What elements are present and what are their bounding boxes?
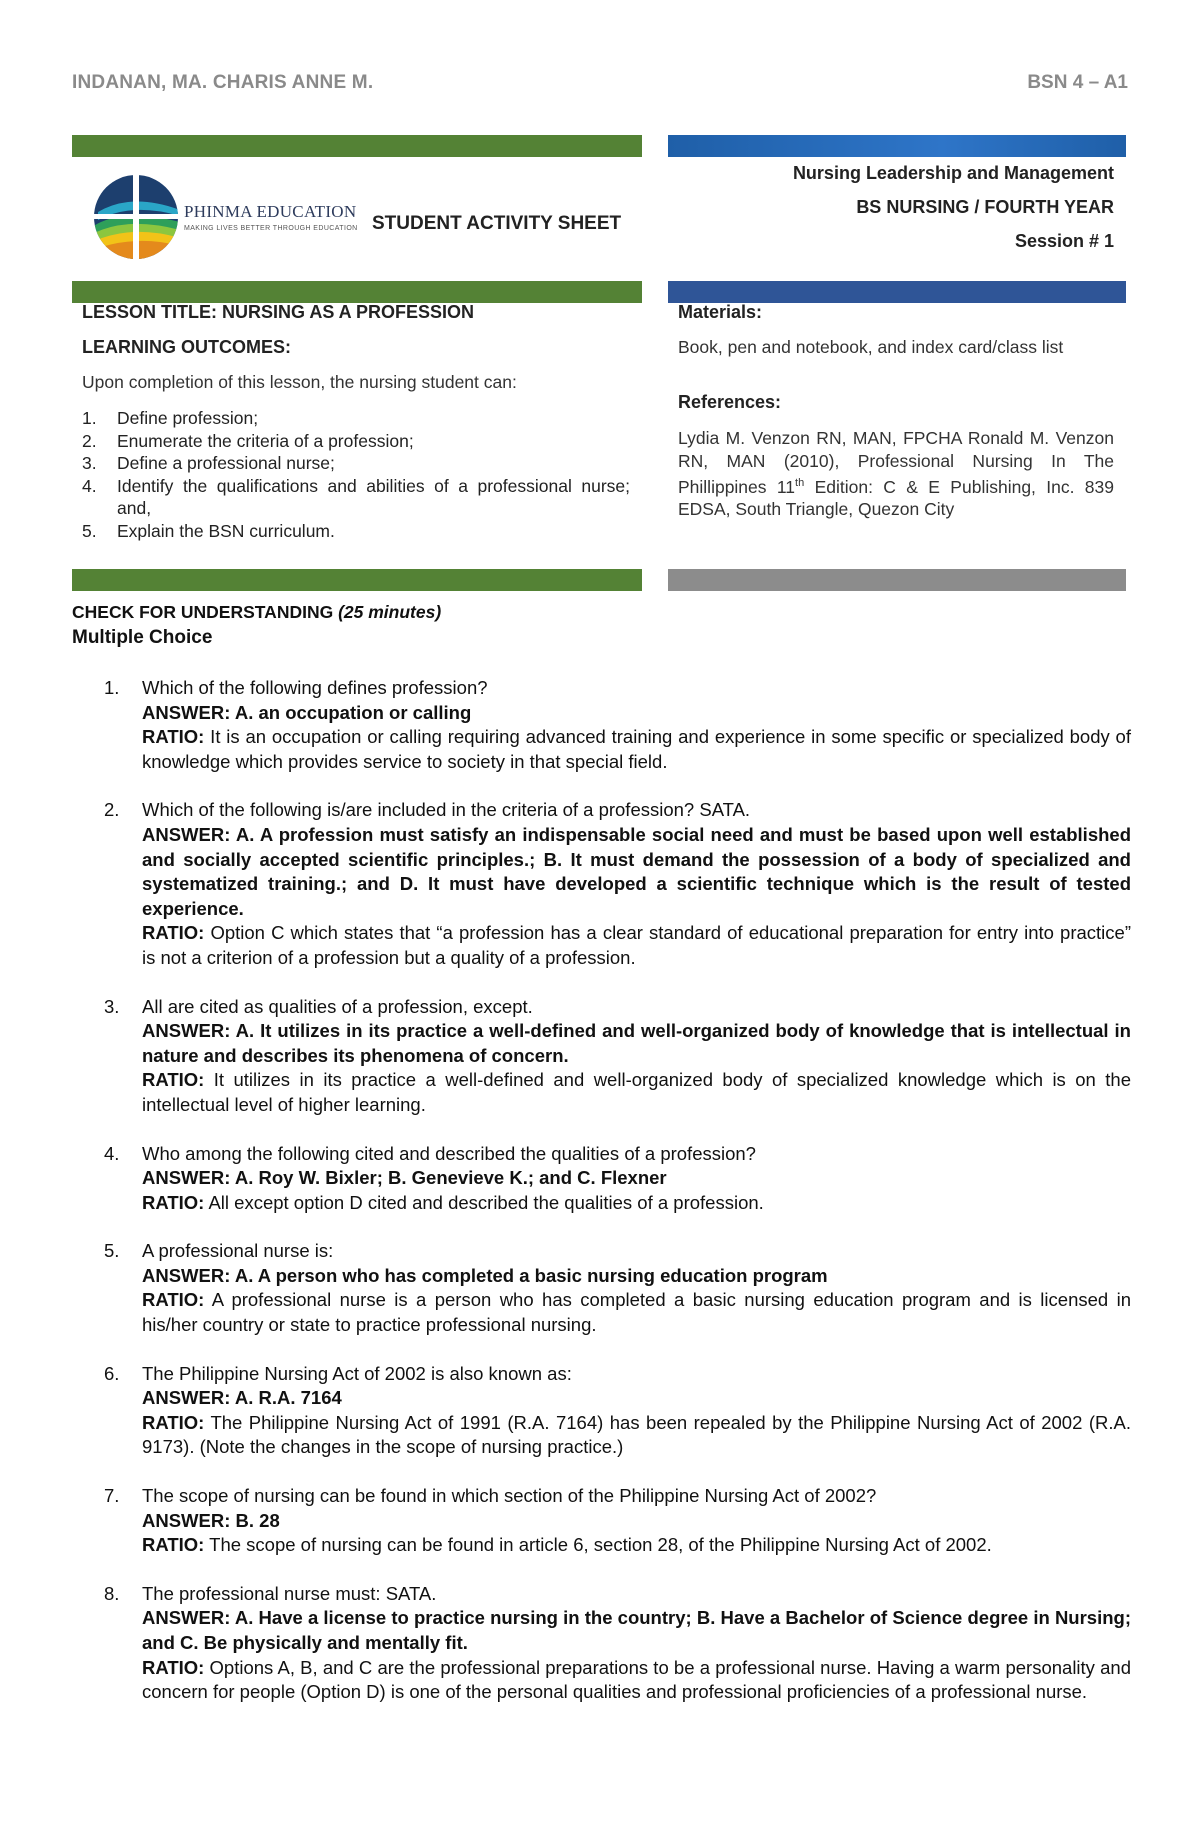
- question-text: The Philippine Nursing Act of 2002 is also known as:: [142, 1362, 572, 1384]
- ratio-text: RATIO: Option C which states that “a profession has a clear standard of educational preparation for entry into practice” is not a criterion of a profession but a quality of a profession.: [142, 922, 1131, 968]
- question-text: The professional nurse must: SATA.: [142, 1582, 437, 1604]
- bottom-right-gray-bar: [668, 569, 1126, 591]
- questions-list: [104, 676, 1131, 1729]
- ratio-text: RATIO: It is an occupation or calling requiring advanced training and experience in some specific or specialized body of knowledge which provides service to society in that special field.: [142, 726, 1131, 772]
- mid-right-navy-bar: [668, 281, 1126, 303]
- lesson-title: LESSON TITLE: NURSING AS A PROFESSION: [82, 302, 475, 322]
- answer-text: ANSWER: A. an occupation or calling: [142, 701, 472, 723]
- outcomes-list: [82, 407, 630, 542]
- brand-block: [184, 202, 358, 232]
- references-heading: References:: [678, 392, 782, 412]
- question-item: 6. The Philippine Nursing Act of 2002 is also known as: ANSWER: A. R.A. 7164 RATIO: The Philippine Nursing Act of 1991 (R.A. 7164) has been repealed by the Philippine Nursing Act of 2002 (R.A. 9173). (Note the changes in the scope of nursing practice.): [104, 1362, 1131, 1460]
- ratio-text: RATIO: A professional nurse is a person who has completed a basic nursing education program and is licensed in his/her country or state to practice professional nursing.: [142, 1289, 1131, 1336]
- course-info: [793, 156, 1114, 258]
- references-text: Lydia M. Venzon RN, MAN, FPCHA Ronald M. Venzon RN, MAN (2010), Professional Nursing In The Phillippines 11th Edition: C & E Publishing, Inc. 839 EDSA, South Triangle, Quezon City: [678, 428, 1115, 520]
- phinma-logo-icon: [92, 172, 180, 262]
- ratio-text: RATIO: It utilizes in its practice a well-defined and well-organized body of specialized knowledge which is on the intellectual level of higher learning.: [142, 1069, 1131, 1115]
- ratio-text: RATIO: The Philippine Nursing Act of 1991 (R.A. 7164) has been repealed by the Philippine Nursing Act of 2002 (R.A. 9173). (Note the changes in the scope of nursing practice.): [142, 1411, 1131, 1458]
- list-item: 4. Identify the qualifications and abilities of a professional nurse; and,: [82, 475, 630, 518]
- answer-text: ANSWER: A. It utilizes in its practice a well-defined and well-organized body of knowledge that is intellectual in nature and describes its phenomena of concern.: [142, 1020, 1131, 1066]
- answer-text: ANSWER: A. R.A. 7164: [142, 1387, 342, 1409]
- materials-text: Book, pen and notebook, and index card/class list: [678, 337, 1064, 357]
- answer-text: ANSWER: A. A profession must satisfy an indispensable social need and must be based upon well established and socially accepted scientific principles.; B. It must demand the possession of a body of specialized and systematized training.; and D. It must have developed a scientific technique which is the result of tested experience.: [142, 823, 1131, 919]
- outcomes-heading: LEARNING OUTCOMES:: [82, 337, 291, 357]
- question-text: Which of the following defines profession?: [142, 677, 488, 698]
- outcomes-intro: Upon completion of this lesson, the nursing student can:: [82, 372, 517, 392]
- list-item: 3. Define a professional nurse;: [82, 453, 335, 473]
- list-item: 1. Define profession;: [82, 408, 259, 428]
- question-item: 2. Which of the following is/are included in the criteria of a profession? SATA. ANSWER: A. A profession must satisfy an indispensable social need and must be based upon well established and socially accepted scientific principles.; B. It must demand the possession of a body of specialized and systematized training.; and D. It must have developed a scientific technique which is the result of tested experience. RATIO: Option C which states that “a profession has a clear standard of educational preparation for entry into practice” is not a criterion of a profession but a quality of a profession.: [104, 798, 1131, 970]
- question-item: 7. The scope of nursing can be found in which section of the Philippine Nursing Act of 2002? ANSWER: B. 28 RATIO: The scope of nursing can be found in article 6, section 28, of the Philippine Nursing Act of 2002.: [104, 1484, 1131, 1558]
- answer-text: ANSWER: A. Roy W. Bixler; B. Genevieve K.; and C. Flexner: [142, 1167, 667, 1189]
- list-item: 5. Explain the BSN curriculum.: [82, 520, 335, 541]
- student-name: INDANAN, MA. CHARIS ANNE M.: [72, 72, 374, 93]
- answer-text: ANSWER: B. 28: [142, 1509, 280, 1531]
- ratio-text: RATIO: All except option D cited and described the qualities of a profession.: [142, 1191, 764, 1213]
- ratio-text: RATIO: Options A, B, and C are the professional preparations to be a professional nurse. Having a warm personality and concern for people (Option D) is one of the personal qualities and professional proficiencies of a professional nurse.: [142, 1656, 1131, 1703]
- top-left-green-bar: [72, 135, 642, 157]
- question-item: 4. Who among the following cited and described the qualities of a profession? ANSWER: A. Roy W. Bixler; B. Genevieve K.; and C. Flexner RATIO: All except option D cited and described the qualities of a profession.: [104, 1142, 1131, 1216]
- bottom-left-green-bar: [72, 569, 642, 591]
- question-item: 5. A professional nurse is: ANSWER: A. A person who has completed a basic nursing education program RATIO: A professional nurse is a person who has completed a basic nursing education program and is licensed in his/her country or state to practice professional nursing.: [104, 1239, 1131, 1337]
- check-time: (25 minutes): [338, 602, 442, 622]
- brand-name: PHINMA EDUCATION: [184, 202, 357, 221]
- check-heading: CHECK FOR UNDERSTANDING (25 minutes): [72, 602, 442, 622]
- course-program: BS NURSING / FOURTH YEAR: [856, 197, 1114, 217]
- question-text: Who among the following cited and described the qualities of a profession?: [142, 1142, 756, 1164]
- question-text: A professional nurse is:: [142, 1240, 334, 1262]
- lesson-block: [82, 302, 630, 542]
- materials-heading: Materials:: [678, 302, 763, 322]
- mid-left-green-bar: [72, 281, 642, 303]
- top-right-blue-bar: [668, 135, 1126, 157]
- materials-block: [678, 302, 1114, 521]
- answer-text: ANSWER: A. Have a license to practice nursing in the country; B. Have a Bachelor of Science degree in Nursing; and C. Be physically and mentally fit.: [142, 1607, 1131, 1653]
- brand-tagline: MAKING LIVES BETTER THROUGH EDUCATION: [184, 225, 358, 232]
- sheet-title: STUDENT ACTIVITY SHEET: [372, 213, 622, 234]
- multiple-choice-heading: Multiple Choice: [72, 627, 213, 648]
- course-session: Session # 1: [1014, 231, 1114, 251]
- question-item: 1. Which of the following defines profession? ANSWER: A. an occupation or calling RATIO: It is an occupation or calling requiring advanced training and experience in some specific or specialized body of knowledge which provides service to society in that special field.: [104, 676, 1131, 774]
- question-text: Which of the following is/are included in the criteria of a profession? SATA.: [142, 799, 751, 821]
- question-text: All are cited as qualities of a profession, except.: [142, 995, 533, 1017]
- section-label: BSN 4 – A1: [1027, 72, 1128, 93]
- course-subject: Nursing Leadership and Management: [792, 163, 1114, 183]
- answer-text: ANSWER: A. A person who has completed a basic nursing education program: [142, 1264, 828, 1286]
- list-item: 2. Enumerate the criteria of a profession;: [82, 430, 414, 451]
- question-item: 3. All are cited as qualities of a profession, except. ANSWER: A. It utilizes in its practice a well-defined and well-organized body of knowledge that is intellectual in nature and describes its phenomena of concern. RATIO: It utilizes in its practice a well-defined and well-organized body of specialized knowledge which is on the intellectual level of higher learning.: [104, 995, 1131, 1118]
- question-item: 8. The professional nurse must: SATA. ANSWER: A. Have a license to practice nursing in the country; B. Have a Bachelor of Science degree in Nursing; and C. Be physically and mentally fit. RATIO: Options A, B, and C are the professional preparations to be a professional nurse. Having a warm personality and concern for people (Option D) is one of the personal qualities and professional proficiencies of a professional nurse.: [104, 1582, 1131, 1705]
- question-text: The scope of nursing can be found in which section of the Philippine Nursing Act of 2002?: [142, 1485, 877, 1507]
- ratio-text: RATIO: The scope of nursing can be found in article 6, section 28, of the Philippine Nursing Act of 2002.: [142, 1534, 992, 1556]
